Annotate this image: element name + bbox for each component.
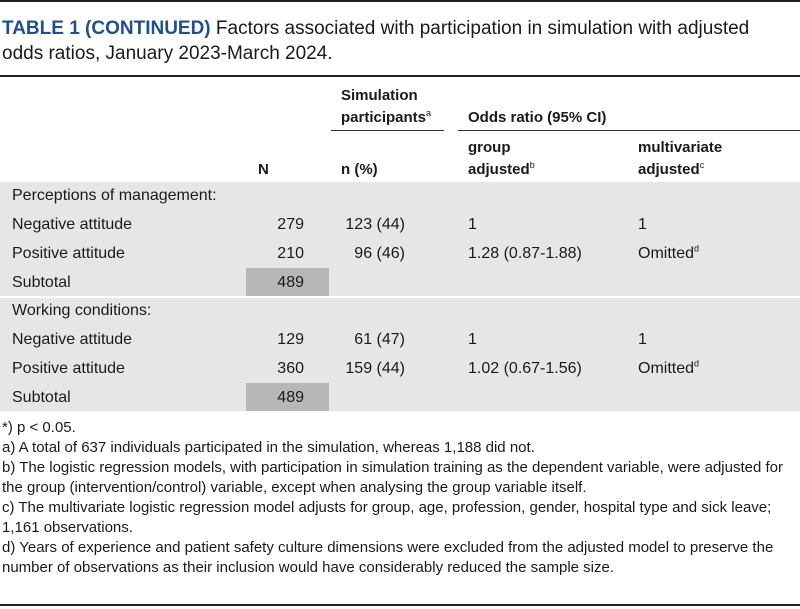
bottom-rule xyxy=(0,604,800,606)
header-sim-line1: Simulation xyxy=(341,87,418,104)
row-label: Negative attitude xyxy=(12,331,133,348)
footnote-marker-d: d xyxy=(694,243,700,254)
subtotal-label: Subtotal xyxy=(12,274,71,291)
header-group-line2 xyxy=(468,159,535,181)
footnote-d: d) Years of experience and patient safety culture dimensions were excluded from the adjusted model to preserve the number of observations as their inclusion would have considerably reduced the sample size. xyxy=(2,539,774,576)
row-group-adjusted: 1 xyxy=(468,331,477,348)
footnote-c: c) The multivariate logistic regression model adjusts for group, age, profession, gender, hospital type and sick leave; 1,161 observations. xyxy=(2,499,772,536)
row-multi-adjusted: 1 xyxy=(638,331,647,348)
row-group-adjusted: 1.02 (0.67-1.56) xyxy=(468,360,582,377)
footnote-a: a) A total of 637 individuals participated in the simulation, whereas 1,188 did not. xyxy=(2,439,535,456)
row-multi-adjusted: 1 xyxy=(638,216,647,233)
header-group-adjusted xyxy=(468,137,535,181)
row-label: Positive attitude xyxy=(12,245,125,262)
row-n-pct: 123 (44) xyxy=(345,216,405,233)
header-sim-line2-text: participants xyxy=(341,109,427,126)
footnote-significance: *) p < 0.05. xyxy=(2,419,76,436)
header-multivariate-adjusted xyxy=(638,137,722,181)
header-n: N xyxy=(258,161,269,178)
table-caption xyxy=(2,16,792,66)
table-label: TABLE 1 (CONTINUED) xyxy=(2,18,211,39)
header-group-line1: group xyxy=(468,139,511,156)
header-rule xyxy=(0,75,800,77)
table-footnotes xyxy=(2,418,798,578)
header-n-pct: n (%) xyxy=(341,161,378,178)
row-multi-adjusted-text: Omitted xyxy=(638,360,695,377)
footnote-marker-d: d xyxy=(694,358,700,369)
row-multi-adjusted xyxy=(638,359,699,379)
header-underline-sim xyxy=(331,130,444,131)
row-group-adjusted: 1 xyxy=(468,216,477,233)
header-simulation-participants xyxy=(341,85,431,129)
row-multi-adjusted xyxy=(638,244,699,264)
row-label: Negative attitude xyxy=(12,216,133,233)
top-rule xyxy=(0,0,800,2)
footnote-marker-b: b xyxy=(529,160,535,170)
row-n: 279 xyxy=(277,216,304,233)
footnote-b: b) The logistic regression models, with participation in simulation training as the dependent variable, were adjusted for the group (intervention/control) variable, except when analysing the group variable itself. xyxy=(2,459,783,496)
table-title: Factors associated with participation in simulation with adjusted odds ratios, January 2023-March 2024. xyxy=(2,18,750,64)
header-multi-line1: multivariate xyxy=(638,139,723,156)
header-multi-line2 xyxy=(638,159,722,181)
subtotal-value: 489 xyxy=(277,274,304,291)
row-n: 360 xyxy=(277,360,304,377)
row-label: Positive attitude xyxy=(12,360,125,377)
row-n: 210 xyxy=(277,245,304,262)
section-title: Perceptions of management: xyxy=(12,187,217,204)
subtotal-label: Subtotal xyxy=(12,389,71,406)
footnote-marker-c: c xyxy=(699,160,705,170)
header-group-line2-text: adjusted xyxy=(468,161,530,178)
row-n-pct: 96 (46) xyxy=(354,245,405,262)
header-odds-ratio: Odds ratio (95% CI) xyxy=(468,109,607,126)
row-n-pct: 61 (47) xyxy=(354,331,405,348)
row-multi-adjusted-text: Omitted xyxy=(638,245,695,262)
row-n: 129 xyxy=(277,331,304,348)
footnote-marker-a: a xyxy=(426,108,432,118)
section-separator xyxy=(0,296,800,298)
row-n-pct: 159 (44) xyxy=(345,360,405,377)
header-sim-line2 xyxy=(341,107,431,129)
header-underline-odds xyxy=(458,130,800,131)
section-title: Working conditions: xyxy=(12,302,152,319)
subtotal-value: 489 xyxy=(277,389,304,406)
row-group-adjusted: 1.28 (0.87-1.88) xyxy=(468,245,582,262)
header-multi-line2-text: adjusted xyxy=(638,161,700,178)
